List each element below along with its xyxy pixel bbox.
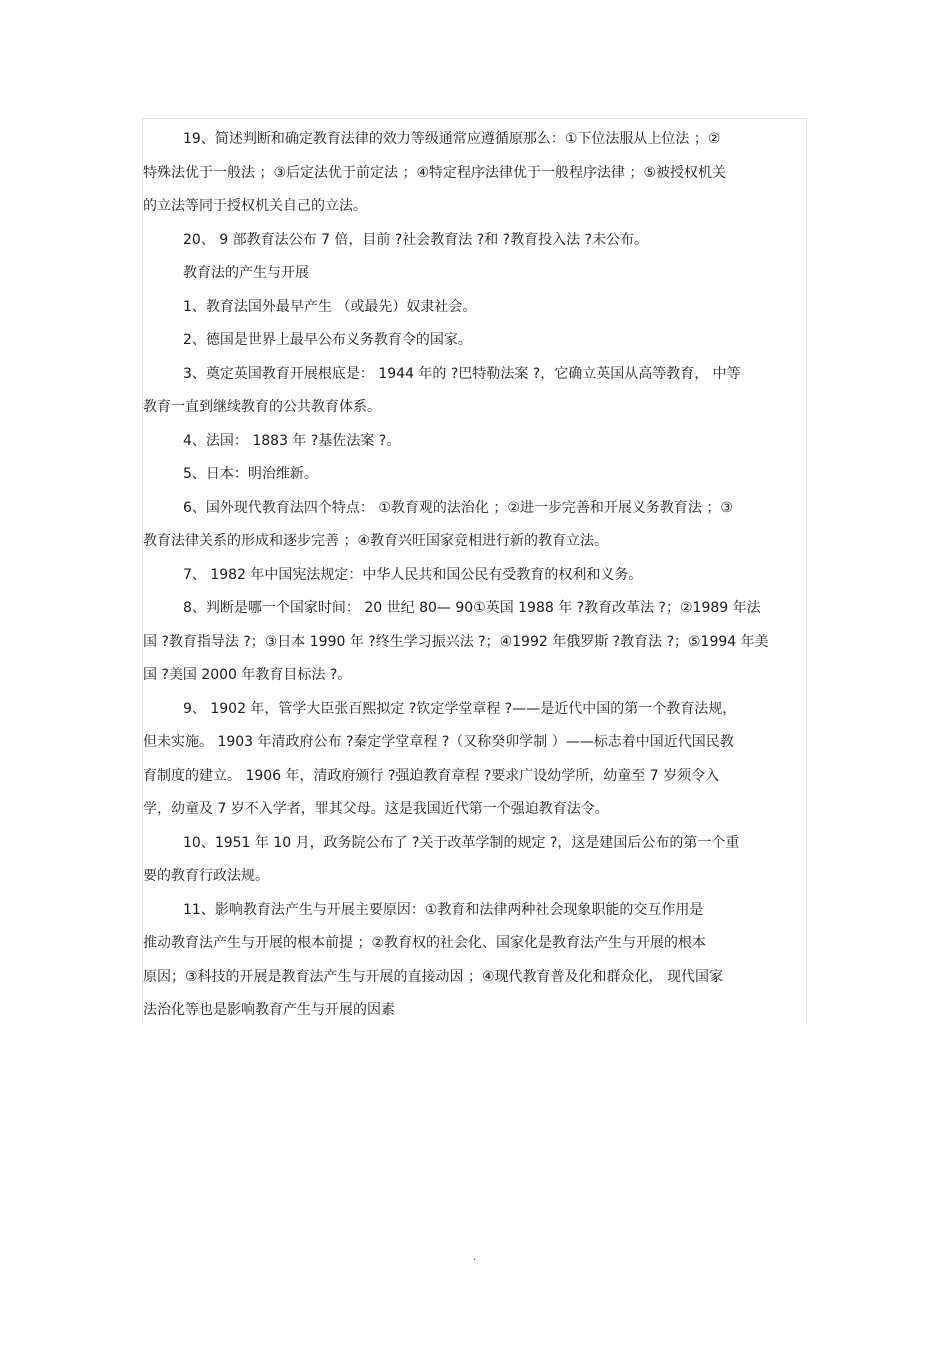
text-line: 育制度的建立。 1906 年，清政府颁行 ?强迫教育章程 ?要求广设幼学所，幼童至 7 岁须令入 (143, 767, 720, 784)
text-line: 6、国外现代教育法四个特点： ①教育观的法治化 ；②进一步完善和开展义务教育法 ；③ (183, 499, 733, 516)
page-frame-right-border (806, 118, 807, 1023)
text-line: 3、奠定英国教育开展根底是： 1944 年的 ?巴特勒法案 ?，它确立英国从高等教育， 中等 (183, 365, 741, 382)
text-line: 11、影响教育法产生与开展主要原因：①教育和法律两种社会现象职能的交互作用是 (183, 901, 704, 918)
text-line: 7、 1982 年中国宪法规定：中华人民共和国公民有受教育的权利和义务。 (183, 566, 643, 583)
text-line: 要的教育行政法规。 (143, 868, 269, 884)
text-line: 9、 1902 年，管学大臣张百熙拟定 ?钦定学堂章程 ?——是近代中国的第一个教育法规， (183, 700, 737, 717)
text-line: 国 ?教育指导法 ?；③日本 1990 年 ?终生学习振兴法 ?；④1992 年俄罗斯 ?教育法 ?；⑤1994 年美 (143, 633, 769, 650)
text-line: 教育法的产生与开展 (183, 265, 309, 281)
text-line: 的立法等同于授权机关自己的立法。 (143, 198, 367, 214)
text-line: 19、简述判断和确定教育法律的效力等级通常应遵循原那么：①下位法服从上位法 ；② (183, 131, 721, 147)
text-line: 原因；③科技的开展是教育法产生与开展的直接动因 ；④现代教育普及化和群众化， 现代国家 (143, 968, 723, 985)
text-line: 5、日本：明治维新。 (183, 466, 318, 482)
text-line: 国 ?美国 2000 年教育目标法 ?。 (143, 667, 352, 683)
text-line: 推动教育法产生与开展的根本前提 ；②教育权的社会化、国家化是教育法产生与开展的根本 (143, 935, 706, 951)
text-line: 教育一直到继续教育的公共教育体系。 (143, 399, 381, 415)
document-body (143, 123, 805, 1028)
text-line: 特殊法优于一般法 ；③后定法优于前定法 ；④特定程序法律优于一般程序法律 ；⑤被授权机关 (143, 164, 727, 181)
page-footer-mark: . (473, 1252, 477, 1263)
text-line: 4、法国： 1883 年 ?基佐法案 ?。 (183, 432, 401, 449)
text-line: 10、1951 年 10 月，政务院公布了 ?关于改革学制的规定 ?，这是建国后公布的第一个重 (183, 834, 740, 851)
text-line: 20、 9 部教育法公布 7 倍，目前 ?社会教育法 ?和 ?教育投入法 ?未公布。 (183, 231, 648, 248)
text-line: 学，幼童及 7 岁不入学者，罪其父母。这是我国近代第一个强迫教育法令。 (143, 801, 609, 817)
text-line: 但未实施。 1903 年清政府公布 ?秦定学堂章程 ?（又称癸卯学制 ）——标志着中国近代国民教 (143, 734, 734, 750)
text-line: 2、德国是世界上最早公布义务教育令的国家。 (183, 332, 472, 348)
page-frame-top-border (142, 118, 807, 119)
text-line: 法治化等也是影响教育产生与开展的因素 (143, 1002, 395, 1018)
text-line: 教育法律关系的形成和逐步完善 ；④教育兴旺国家竞相进行新的教育立法。 (143, 533, 608, 549)
text-line: 1、教育法国外最早产生 （或最先）奴隶社会。 (183, 298, 477, 315)
text-line: 8、判断是哪一个国家时间： 20 世纪 80— 90①英国 1988 年 ?教育改革法 ?；②1989 年法 (183, 600, 761, 616)
